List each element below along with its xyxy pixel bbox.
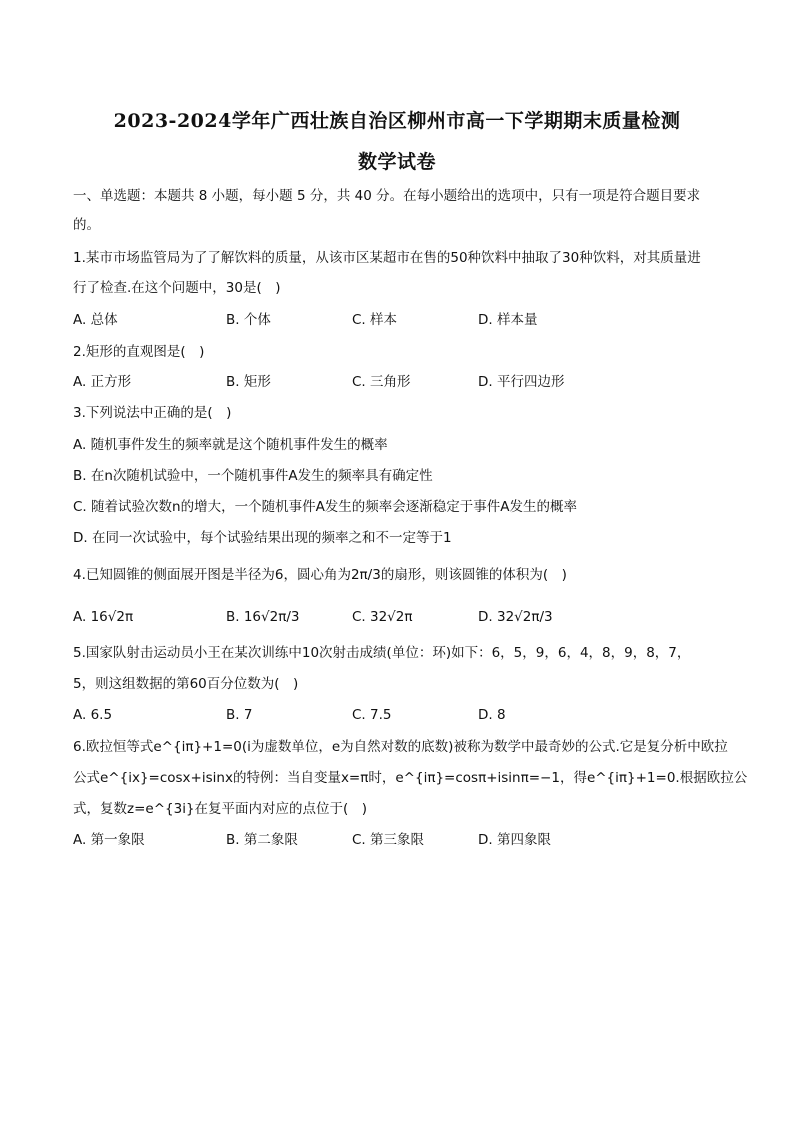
q4-option-d: D. 32√2π/3 (478, 609, 553, 625)
q6-option-b: B. 第二象限 (226, 832, 298, 848)
q4-option-b: B. 16√2π/3 (226, 609, 300, 625)
q2-option-a: A. 正方形 (73, 374, 132, 390)
q1-option-c: C. 样本 (352, 312, 398, 328)
section-heading-line-1: 一、单选题：本题共 8 小题，每小题 5 分，共 40 分。在每小题给出的选项中，只有一项是符合题目要求 (73, 188, 701, 204)
q3-option-c: C. 随着试验次数n的增大，一个随机事件A发生的频率会逐渐稳定于事件A发生的概率 (73, 499, 578, 515)
exam-title: 2023-2024学年广西壮族自治区柳州市高一下学期期末质量检测 (113, 110, 681, 132)
q2-option-b: B. 矩形 (226, 374, 271, 390)
q5-stem-line-1: 5.国家队射击运动员小王在某次训练中10次射击成绩(单位：环)如下：6，5，9，6，4，8，9，8，7， (73, 645, 691, 661)
q1-stem-line-1: 1.某市市场监管局为了了解饮料的质量，从该市区某超市在售的50种饮料中抽取了30种饮料，对其质量进 (73, 250, 701, 266)
q4-option-a: A. 16√2π (73, 609, 134, 625)
q2-option-d: D. 平行四边形 (478, 374, 565, 390)
exam-subtitle: 数学试卷 (357, 151, 436, 173)
q5-option-a: A. 6.5 (73, 707, 113, 723)
q3-option-a: A. 随机事件发生的频率就是这个随机事件发生的概率 (73, 437, 388, 453)
q3-option-b: B. 在n次随机试验中，一个随机事件A发生的频率具有确定性 (73, 468, 433, 484)
section-heading-line-2: 的。 (73, 217, 100, 233)
q6-stem-line-1: 6.欧拉恒等式e^{iπ}+1=0(i为虚数单位，e为自然对数的底数)被称为数学中最奇妙的公式.它是复分析中欧拉 (73, 739, 728, 755)
q4-stem: 4.已知圆锥的侧面展开图是半径为6，圆心角为2π/3的扇形，则该圆锥的体积为( ) (73, 567, 567, 583)
q5-option-d: D. 8 (478, 707, 506, 723)
q6-option-c: C. 第三象限 (352, 832, 425, 848)
q4-option-c: C. 32√2π (352, 609, 413, 625)
q1-stem-line-2: 行了检查.在这个问题中，30是( ) (73, 280, 281, 296)
q5-option-c: C. 7.5 (352, 707, 392, 723)
q2-stem: 2.矩形的直观图是( ) (73, 344, 205, 360)
q3-option-d: D. 在同一次试验中，每个试验结果出现的频率之和不一定等于1 (73, 530, 452, 546)
q3-stem: 3.下列说法中正确的是( ) (73, 405, 232, 421)
q5-stem-line-2: 5，则这组数据的第60百分位数为( ) (73, 676, 299, 692)
q1-option-b: B. 个体 (226, 312, 271, 328)
q6-stem-line-3: 式，复数z=e^{3i}在复平面内对应的点位于( ) (73, 801, 368, 817)
q1-option-d: D. 样本量 (478, 312, 538, 328)
q1-option-a: A. 总体 (73, 312, 118, 328)
q5-option-b: B. 7 (226, 707, 253, 723)
q6-option-a: A. 第一象限 (73, 832, 145, 848)
q6-stem-line-2: 公式e^{ix}=cosx+isinx的特例：当自变量x=π时，e^{iπ}=cosπ+isinπ=−1，得e^{iπ}+1=0.根据欧拉公 (73, 770, 748, 786)
q6-option-d: D. 第四象限 (478, 832, 551, 848)
q2-option-c: C. 三角形 (352, 374, 411, 390)
